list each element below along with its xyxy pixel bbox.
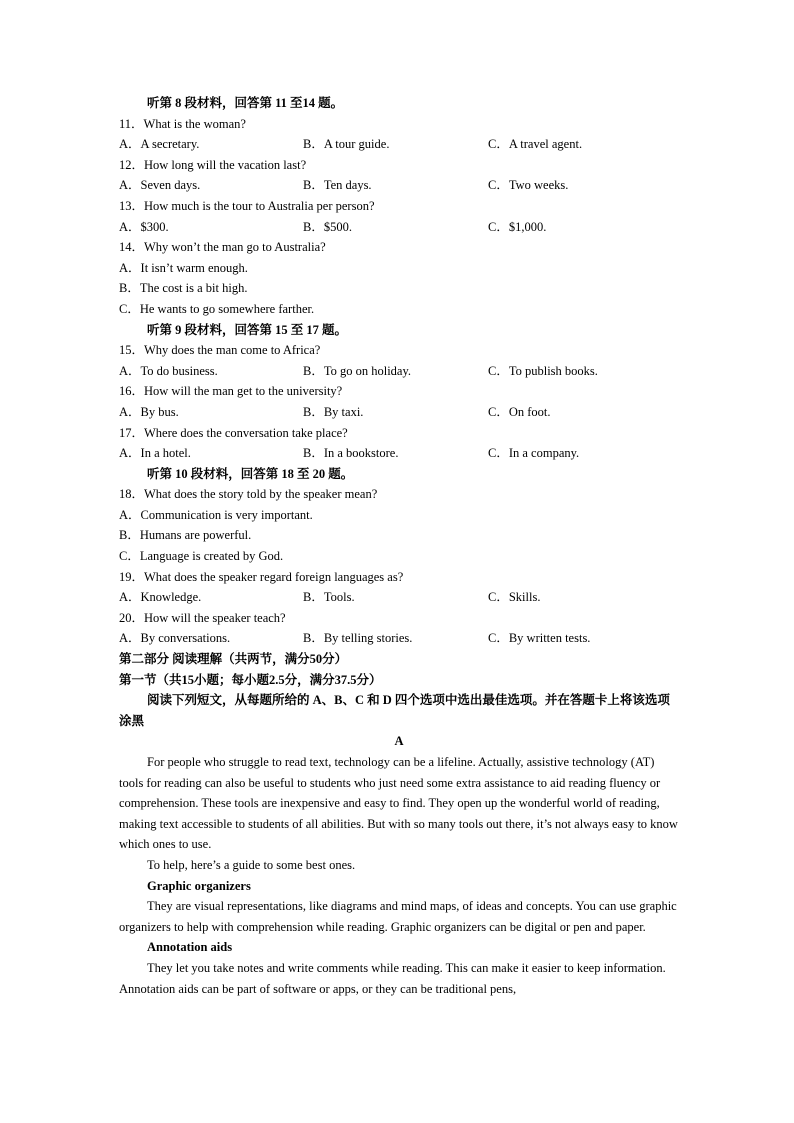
option-b: B．Humans are powerful. [119,528,252,543]
options-row [119,217,679,238]
passage-label: A [394,734,404,749]
options-row [119,361,679,382]
option-b: B．Tools. [303,590,355,605]
options-row [119,628,679,649]
part-title: 第二部分 阅读理解（共两节，满分50分） [119,652,348,667]
paragraph: They are visual representations, like diagrams and mind maps, of ideas and concepts. You can use graphic organizers to help with comprehension while reading. Graphic organizers can be digital or pen and paper. [119,899,677,934]
options-row [119,175,679,196]
option-a: A．By conversations. [119,631,231,646]
paragraph: For people who struggle to read text, technology can be a lifeline. Actually, assistive technology (AT) tools for reading can also be useful to students who just need some extra assistance to aid reading fluency or comprehension. These tools are inexpensive and easy to find. They open up the wonderful world of reading, making text accessible to students of all abilities. But with so many tools out there, it’s not always easy to know which ones to use. [119,755,678,852]
option-a: A．By bus. [119,404,179,419]
passage [119,752,679,999]
option-b: B．In a bookstore. [303,446,399,461]
option-c: C．He wants to go somewhere farther. [119,301,315,316]
option-c: C．Skills. [488,590,541,605]
paragraph: They let you take notes and write comments while reading. This can make it easier to keep information. Annotation aids can be part of software or apps, or they can be traditional pens, [119,960,666,996]
option-a: A．$300. [119,219,169,234]
question: 18．What does the story told by the speaker mean? [119,487,378,502]
section-title: 第一节（共15小题；每小题2.5分，满分37.5分） [119,672,382,687]
options-row [119,587,679,608]
options-row [119,402,679,423]
option-a: A．Knowledge. [119,590,202,605]
question: 16．How will the man get to the university? [119,384,343,399]
question: 15．Why does the man come to Africa? [119,343,321,358]
question: 12．How long will the vacation last? [119,157,307,172]
question: 19．What does the speaker regard foreign languages as? [119,569,404,584]
option-b: B．Ten days. [303,178,372,193]
option-c: C．To publish books. [488,363,598,378]
option-b: B．A tour guide. [303,137,390,152]
option-a: A．Seven days. [119,178,201,193]
options-row [119,443,679,464]
section-header: 听第 10 段材料，回答第 18 至 20 题。 [147,466,354,481]
instruction: 阅读下列短文，从每题所给的 A、B、C 和 D 四个选项中选出最佳选项。并在答题卡上将该选项涂黑 [119,693,670,728]
options-row [119,134,679,155]
option-b: B．$500. [303,219,352,234]
option-c: C．On foot. [488,404,551,419]
option-c: C．Two weeks. [488,178,569,193]
option-b: B．By taxi. [303,404,364,419]
option-a: A．A secretary. [119,137,200,152]
option-c: C．$1,000. [488,219,547,234]
question: 20．How will the speaker teach? [119,610,286,625]
option-a: A．It isn’t warm enough. [119,260,248,275]
option-a: A．In a hotel. [119,446,191,461]
section-header: 听第 8 段材料，回答第 11 至14 题。 [147,96,344,110]
paragraph: To help, here’s a guide to some best ones. [147,857,356,872]
option-c: C．Language is created by God. [119,549,284,564]
question: 17．Where does the conversation take place? [119,425,348,440]
option-c: C．A travel agent. [488,137,583,152]
option-a: A．To do business. [119,363,218,378]
section-header: 听第 9 段材料，回答第 15 至 17 题。 [147,322,348,337]
option-c: C．By written tests. [488,631,591,646]
question: 11．What is the woman? [119,116,246,131]
option-a: A．Communication is very important. [119,507,313,522]
question: 14．Why won’t the man go to Australia? [119,240,326,255]
option-b: B．By telling stories. [303,631,413,646]
subheading: Annotation aids [147,940,233,955]
subheading: Graphic organizers [147,878,251,893]
option-b: B．To go on holiday. [303,363,412,378]
question: 13．How much is the tour to Australia per person? [119,198,375,213]
option-b: B．The cost is a bit high. [119,281,248,296]
option-c: C．In a company. [488,446,580,461]
exam-page [119,93,679,999]
